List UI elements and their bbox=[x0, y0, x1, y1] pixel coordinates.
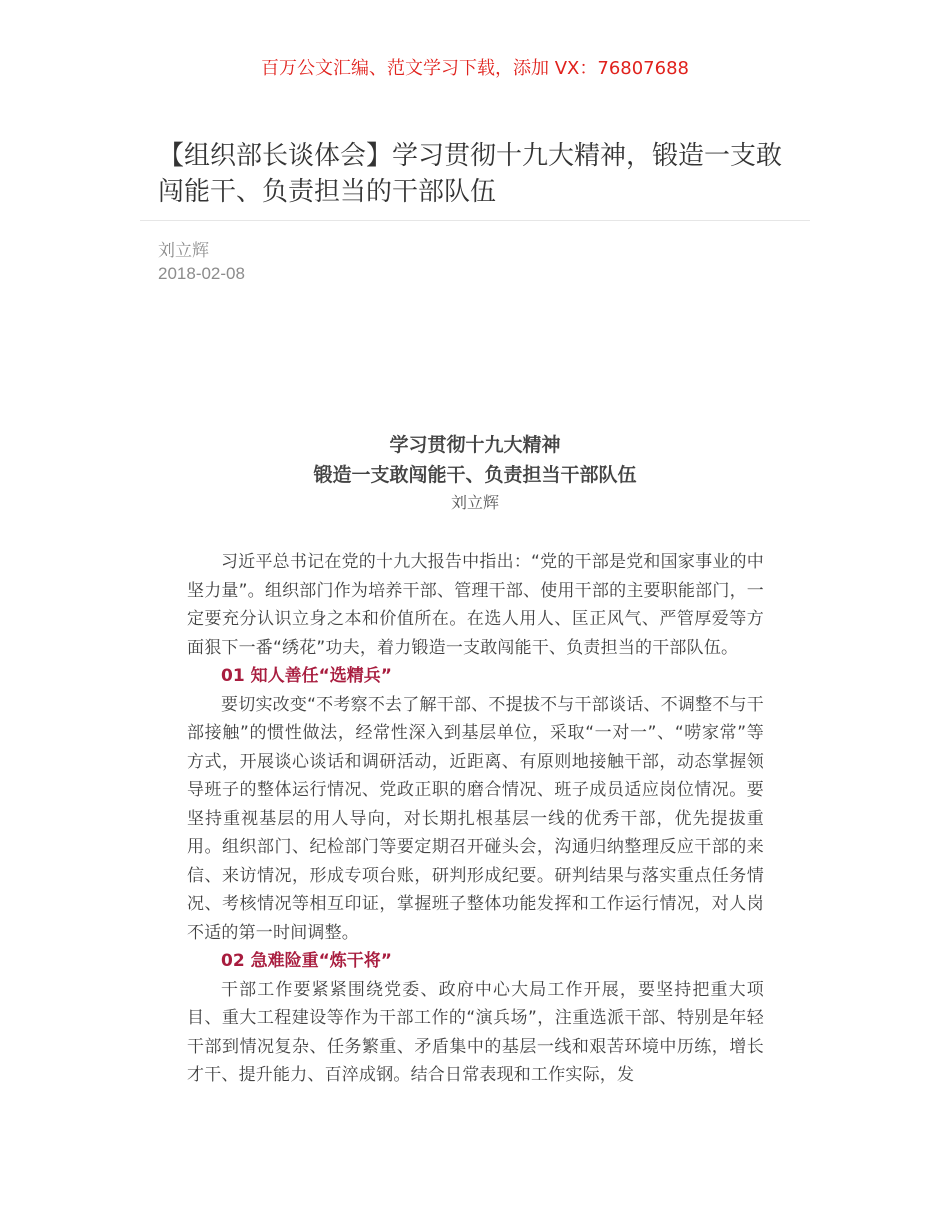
title-divider bbox=[140, 220, 810, 221]
article-author: 刘立辉 bbox=[158, 241, 209, 261]
intro-paragraph: 习近平总书记在党的十九大报告中指出：“党的干部是党和国家事业的中坚力量”。组织部门作为培养干部、管理干部、使用干部的主要职能部门，一定要充分认识立身之本和价值所在。在选人用人、匡正风气、严管厚爱等方面狠下一番“绣花”功夫，着力锻造一支敢闯能干、负责担当的干部队伍。 bbox=[187, 552, 764, 658]
section-heading-1: 01 知人善任“选精兵” bbox=[221, 666, 392, 686]
content-heading-line-2: 锻造一支敢闯能干、负责担当干部队伍 bbox=[313, 464, 637, 486]
section-paragraph-1: 要切实改变“不考察不去了解干部、不提拔不与干部谈话、不调整不与干部接触”的惯性做法，经常性深入到基层单位，采取“一对一”、“唠家常”等方式，开展谈心谈话和调研活动，近距离、有原则地接触干部，动态掌握领导班子的整体运行情况、党政正职的磨合情况、班子成员适应岗位情况。要坚持重视基层的用人导向，对长期扎根基层一线的优秀干部，优先提拔重用。组织部门、纪检部门等要定期召开碰头会，沟通归纳整理反应干部的来信、来访情况，形成专项台账，研判形成纪要。研判结果与落实重点任务情况、考核情况等相互印证，掌握班子整体功能发挥和工作运行情况，对人岗不适的第一时间调整。 bbox=[187, 694, 764, 943]
content-heading-author: 刘立辉 bbox=[450, 493, 499, 512]
section-heading-2: 02 急难险重“炼干将” bbox=[221, 951, 392, 971]
content-heading bbox=[0, 430, 950, 516]
download-banner: 百万公文汇编、范文学习下载，添加 VX：76807688 bbox=[261, 58, 689, 79]
content-heading-line-1: 学习贯彻十九大精神 bbox=[389, 434, 561, 456]
article-date: 2018-02-08 bbox=[158, 264, 245, 283]
section-paragraph-2: 干部工作要紧紧围绕党委、政府中心大局工作开展，要坚持把重大项目、重大工程建设等作为干部工作的“演兵场”，注重选派干部、特别是年轻干部到情况复杂、任务繁重、矛盾集中的基层一线和艰苦环境中历练，增长才干、提升能力、百淬成钢。结合日常表现和工作实际，发 bbox=[187, 979, 764, 1085]
article-title: 【组织部长谈体会】学习贯彻十九大精神，锻造一支敢闯能干、负责担当的干部队伍 bbox=[158, 141, 783, 207]
article-body bbox=[187, 548, 764, 1090]
